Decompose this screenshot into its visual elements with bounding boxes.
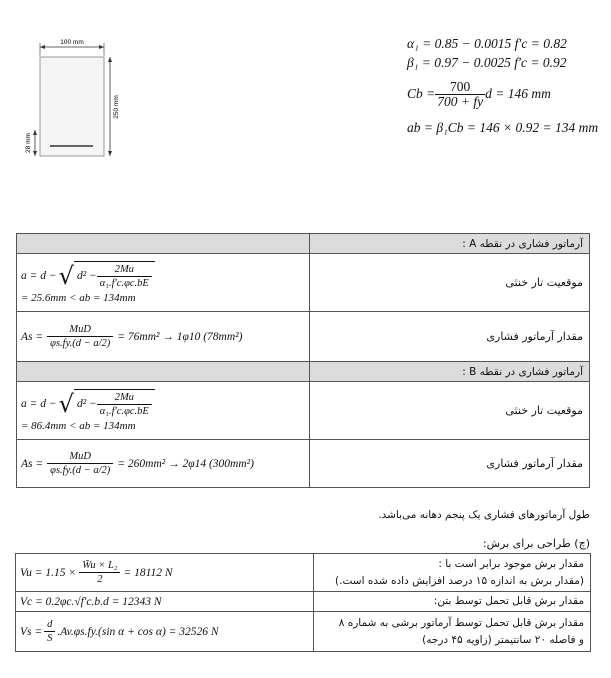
cb-denominator: 700 + fy xyxy=(437,93,484,109)
a-formula-lhs: a = d − xyxy=(21,269,57,282)
as-formula-lhs: As = xyxy=(21,457,44,470)
vu-formula xyxy=(16,554,314,592)
beta1-fc: f′c xyxy=(514,55,527,70)
point-a-steel-label: مقدار آرماتور فشاری xyxy=(310,312,590,362)
cover-dimension-label: 28 mm xyxy=(25,133,32,153)
point-a-steel-result: = 76mm² → 1φ10 (78mm²) xyxy=(117,330,243,343)
as-formula-numerator: MuD xyxy=(47,450,113,464)
vc-formula: Vc = 0.2φc.√f′c.b.d = 12343 N xyxy=(16,592,314,612)
vs-formula xyxy=(16,612,314,652)
cb-lhs: Cb = xyxy=(407,86,436,101)
as-formula-denominator: φs.fy.(d − a/2) xyxy=(50,465,111,476)
point-b-header: آرماتور فشاری در نقطه B : xyxy=(310,362,590,382)
compression-steel-length-note: طول آرماتورهای فشاری یک پنجم دهانه می‌باشد. xyxy=(378,509,590,521)
a-formula-numerator: 2Mu xyxy=(97,391,152,405)
alpha1-lhs: α₁ = 0.85 − 0.0015 xyxy=(407,36,512,51)
a-formula-denominator: α₁.f′c.φc.bE xyxy=(99,277,149,289)
a-formula-d2: d² − xyxy=(76,398,97,410)
point-a-neutral-axis-label: موقعیت تار خنثی xyxy=(310,254,590,312)
beta1-equation xyxy=(407,53,607,72)
design-parameters xyxy=(407,34,607,137)
cb-rhs: d = 146 mm xyxy=(485,86,551,101)
a-formula-numerator: 2Mu xyxy=(97,263,152,277)
width-dimension-label: 100 mm xyxy=(60,39,84,46)
alpha1-fc: f′c xyxy=(514,36,528,51)
vs-label-line2: و فاصله ۲۰ سانتیمتر (زاویه ۴۵ درجه) xyxy=(422,633,584,646)
ab-equation: ab = β₁Cb = 146 × 0.92 = 134 mm xyxy=(407,120,599,135)
vs-rhs: .Av.φs.fy.(sin α + cos α) = 32526 N xyxy=(57,625,219,638)
vs-denominator: S xyxy=(47,633,53,644)
vc-label: مقدار برش قابل تحمل توسط بتن: xyxy=(314,592,591,612)
vs-label xyxy=(314,612,591,652)
shear-design-title: (چ) طراحی برای برش: xyxy=(482,537,590,550)
point-a-header: آرماتور فشاری در نقطه A : xyxy=(310,234,590,254)
a-formula-denominator: α₁.f′c.φc.bE xyxy=(99,405,149,417)
a-formula-lhs: a = d − xyxy=(21,397,57,410)
vu-lhs: Vu = 1.15 × xyxy=(20,566,77,579)
beta1-lhs: β₁ = 0.97 − 0.0025 xyxy=(407,55,511,70)
as-formula-denominator: φs.fy.(d − a/2) xyxy=(50,338,111,349)
point-b-steel-formula xyxy=(17,440,310,488)
vs-numerator: d xyxy=(44,618,55,632)
point-a-steel-formula xyxy=(17,312,310,362)
point-b-steel-label: مقدار آرماتور فشاری xyxy=(310,440,590,488)
beta1-rhs: = 0.92 xyxy=(530,55,567,70)
vu-label-line1: مقدار برش موجود برابر است با : xyxy=(438,557,584,570)
alpha1-equation xyxy=(407,34,607,53)
point-b-neutral-axis-label: موقعیت تار خنثی xyxy=(310,382,590,440)
as-formula-lhs: As = xyxy=(21,330,44,343)
compression-steel-table xyxy=(16,233,590,488)
as-formula-numerator: MuD xyxy=(47,323,113,337)
vu-numerator: W̄u × L₂ xyxy=(79,559,120,573)
shear-design-table xyxy=(15,553,591,652)
beam-section-figure xyxy=(0,0,140,170)
cb-numerator: 700 xyxy=(435,80,485,95)
point-b-neutral-axis-formula: a = d − √ d² − $\frac{2Mu}{\text{α₁.f′c.φc.bE}}$ = 86.4mm < ab = 134mm xyxy=(17,382,310,440)
vu-label xyxy=(314,554,591,592)
point-a-neutral-axis-result: = 25.6mm < ab = 134mm xyxy=(21,291,136,304)
point-b-steel-result: = 260mm² → 2φ14 (300mm²) xyxy=(117,457,254,470)
cb-equation xyxy=(407,76,607,112)
vu-denominator: 2 xyxy=(97,574,103,585)
point-a-neutral-axis-formula: a = d − √ d² − $\frac{2Mu}{\text{α₁.f′c.φc.bE}}$ = 25.6mm < ab = 134mm xyxy=(17,254,310,312)
alpha1-rhs: = 0.82 xyxy=(530,36,567,51)
cb-fraction xyxy=(435,80,485,109)
vu-rhs: = 18112 N xyxy=(123,566,173,579)
a-formula-d2: d² − xyxy=(76,270,97,282)
point-b-neutral-axis-result: = 86.4mm < ab = 134mm xyxy=(21,419,136,432)
height-dimension-label: 250 mm xyxy=(113,95,120,119)
vs-lhs: Vs = xyxy=(20,625,43,638)
vs-label-line1: مقدار برش قابل تحمل توسط آرماتور برشی به شماره ۸ xyxy=(338,616,584,629)
vu-label-line2: (مقدار برش به اندازه ۱۵ درصد افزایش داده شده است.) xyxy=(335,574,584,587)
